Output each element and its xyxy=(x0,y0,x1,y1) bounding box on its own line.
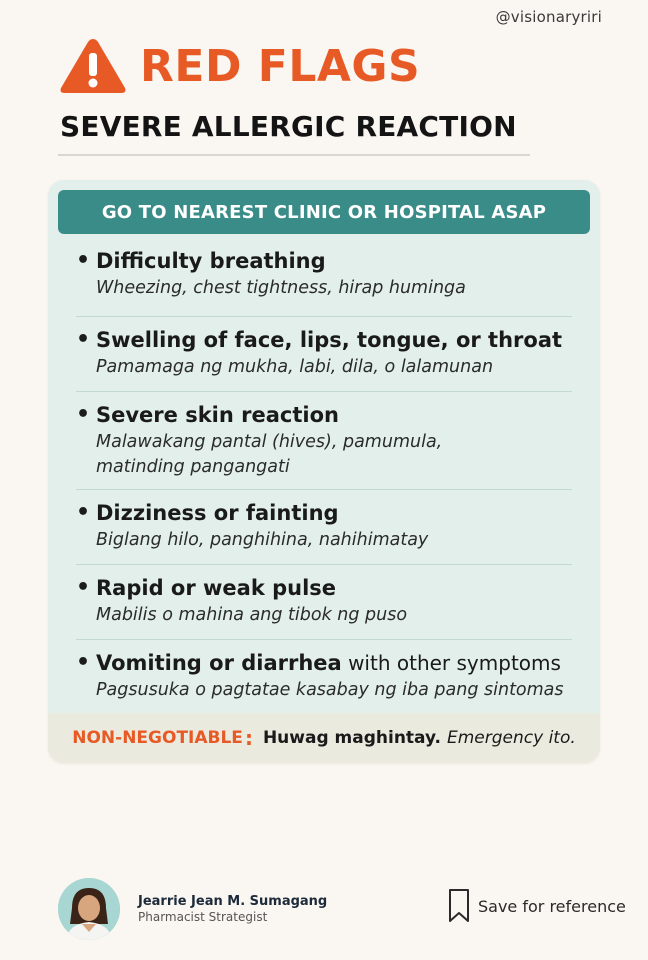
item-title: Difficulty breathing xyxy=(96,249,326,273)
non-negotiable-label: NON-NEGOTIABLE xyxy=(72,728,243,748)
item-description-cont: matinding pangangati xyxy=(96,457,290,477)
item-title: Severe skin reaction xyxy=(96,403,339,427)
item-description: Pagsusuka o pagtatae kasabay ng iba pang sintomas xyxy=(96,680,564,700)
author-handle: @visionaryriri xyxy=(495,8,602,26)
non-negotiable-bold: Huwag maghintay. xyxy=(262,728,441,748)
item-description: Wheezing, chest tightness, hirap huminga xyxy=(96,278,466,298)
save-label: Save for reference xyxy=(478,896,626,916)
bullet-icon: • xyxy=(76,650,91,675)
non-negotiable-bar xyxy=(48,713,600,763)
item-title: Vomiting or diarrhea xyxy=(96,651,342,675)
list-item xyxy=(76,490,572,565)
list-item xyxy=(76,242,572,317)
page-title: RED FLAGS xyxy=(140,40,421,92)
avatar-portrait-icon xyxy=(58,878,120,940)
item-description: Pamamaga ng mukha, labi, dila, o lalamunan xyxy=(96,357,494,377)
avatar xyxy=(58,878,120,940)
item-title: Swelling of face, lips, tongue, or throat xyxy=(96,328,563,352)
author-profile xyxy=(58,878,327,940)
non-negotiable-italic: Emergency ito. xyxy=(446,728,576,748)
bullet-icon: • xyxy=(76,575,91,600)
header xyxy=(58,36,420,96)
red-flags-card xyxy=(48,180,600,763)
save-for-reference-button[interactable] xyxy=(448,888,626,924)
bullet-icon: • xyxy=(76,327,91,352)
author-name: Jearrie Jean M. Sumagang xyxy=(138,894,328,909)
list-item xyxy=(76,392,572,490)
non-negotiable-colon: : xyxy=(244,726,253,750)
warning-icon xyxy=(58,36,128,96)
list-item xyxy=(76,640,572,714)
bullet-icon: • xyxy=(76,248,91,273)
item-title: Rapid or weak pulse xyxy=(96,576,337,600)
bullet-icon: • xyxy=(76,402,91,427)
author-role: Pharmacist Strategist xyxy=(138,910,268,924)
bullet-icon: • xyxy=(76,500,91,525)
page-subtitle: SEVERE ALLERGIC REACTION xyxy=(60,110,517,143)
item-description: Malawakang pantal (hives), pamumula, xyxy=(96,432,443,452)
card-banner: GO TO NEAREST CLINIC OR HOSPITAL ASAP xyxy=(58,190,590,234)
item-description: Mabilis o mahina ang tibok ng puso xyxy=(96,605,408,625)
list-item xyxy=(76,565,572,640)
symptom-list xyxy=(48,242,600,714)
item-description: Biglang hilo, panghihina, nahihimatay xyxy=(96,530,429,550)
divider xyxy=(58,154,530,156)
item-title-extra: with other symptoms xyxy=(341,651,561,675)
item-title: Dizziness or fainting xyxy=(96,501,339,525)
list-item xyxy=(76,317,572,392)
bookmark-icon xyxy=(448,888,470,924)
